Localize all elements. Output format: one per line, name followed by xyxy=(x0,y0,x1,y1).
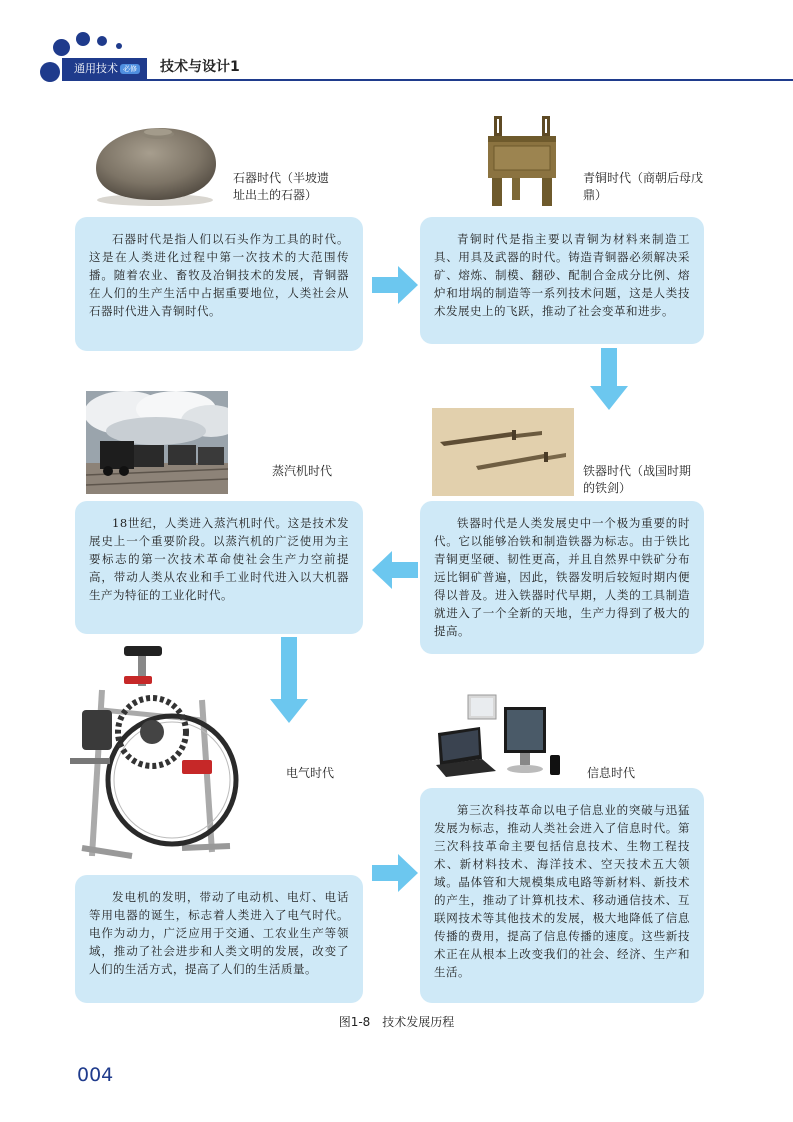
page-number: 004 xyxy=(77,1064,114,1086)
book-tab xyxy=(62,58,147,80)
bronze-age-text: 青铜时代是指主要以青铜为材料来制造工具、用具及武器的时代。铸造青铜器必须解决采矿、熔炼、制模、翻砂、配制合金成分比例、熔炉和坩埚的制造等一系列技术问题，这是人类技术发展史上的飞跃，推动了社会变革和进步。 xyxy=(420,217,704,344)
book-name: 通用技术 xyxy=(74,62,118,75)
header-rule xyxy=(62,79,793,81)
header-dot xyxy=(53,39,70,56)
stone-age-text: 石器时代是指人们以石头作为工具的时代。这是在人类进化过程中第一次技术的大范围传播。随着农业、畜牧及冶铜技术的发展，青铜器在人们的生产生活中占据重要地位，人类社会从石器时代进入青铜时代。 xyxy=(75,217,363,351)
down-arrow-icon xyxy=(270,637,308,723)
down-arrow-icon xyxy=(590,348,628,410)
iron-age-text: 铁器时代是人类发展史中一个极为重要的时代。它以能够冶铁和制造铁器为标志。由于铁比青铜更坚硬、韧性更高，并且自然界中铁矿分布远比铜矿普遍，因此，铁器发明后较短时期内便得以普及。进入铁器时代早期，人类的工具制造就进入了一个全新的天地，生产力得到了极大的提高。 xyxy=(420,501,704,654)
header-dot xyxy=(97,36,107,46)
header-dot xyxy=(116,43,122,49)
header-dot xyxy=(76,32,90,46)
header-dot xyxy=(40,62,60,82)
iron-sword-photo xyxy=(432,408,574,496)
information-age-text: 第三次科技革命以电子信息业的突破与迅猛发展为标志，推动人类社会进入了信息时代。第三次科技革命主要包括信息技术、生物工程技术、新材料技术、海洋技术、空天技术五大领域。晶体管和大规模集成电路等新材料、新技术的产生，推动了计算机技术、移动通信技术、互联网技术等其他技术的发展，极大地降低了信息传播的费用，提高了信息传播的速度。这些新技术正在从根本上改变我们的社会、经济、生产和生活。 xyxy=(420,788,704,1003)
electric-age-caption: 电气时代 xyxy=(286,766,335,780)
page-header-title: 技术与设计1 xyxy=(160,59,240,75)
pedal-generator-photo xyxy=(62,640,242,862)
required-badge: 必修 xyxy=(120,64,140,74)
stone-tool-photo xyxy=(90,112,220,208)
information-age-caption: 信息时代 xyxy=(587,766,636,780)
steam-locomotive-photo xyxy=(86,391,228,494)
stone-age-caption: 石器时代（半坡遗址出土的石器） xyxy=(233,171,330,202)
steam-age-text: 18世纪，人类进入蒸汽机时代。这是技术发展史上一个重要阶段。以蒸汽机的广泛使用为主要标志的第一次技术革命使社会生产力空前提高，带动人类从农业和手工业时代进入以大机器生产为特征的工业化时代。 xyxy=(75,501,363,634)
electric-age-text: 发电机的发明，带动了电动机、电灯、电话等用电器的诞生，标志着人类进入了电气时代。电作为动力，广泛应用于交通、工农业生产等领域，推动了社会进步和人类文明的发展，改变了人们的生活方式，提高了人们的生活质量。 xyxy=(75,875,363,1003)
right-arrow-icon xyxy=(372,854,418,892)
steam-age-caption: 蒸汽机时代 xyxy=(272,464,333,478)
figure-caption: 图1-8 技术发展历程 xyxy=(338,1015,455,1029)
computers-photo xyxy=(432,691,574,783)
iron-age-caption: 铁器时代（战国时期的铁剑） xyxy=(583,464,692,495)
bronze-age-caption: 青铜时代（商朝后母戊鼎） xyxy=(583,171,704,202)
bronze-ding-photo xyxy=(482,114,562,210)
right-arrow-icon xyxy=(372,266,418,304)
left-arrow-icon xyxy=(372,551,418,589)
